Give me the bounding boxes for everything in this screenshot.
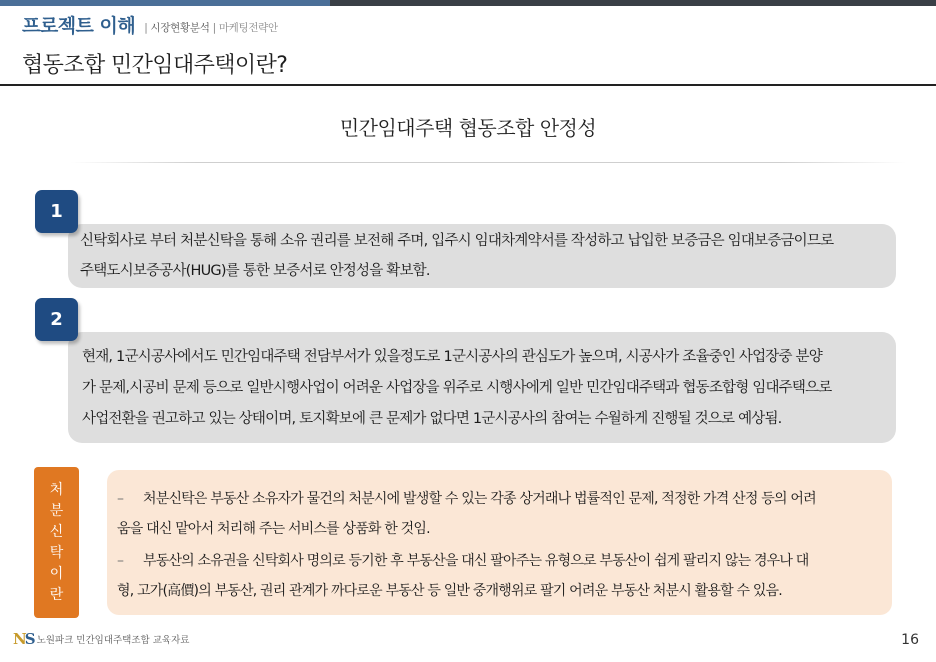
definition-item-2 xyxy=(117,546,892,576)
definition-item-2-cont xyxy=(117,576,892,606)
definition-2-line-1: 부동산의 소유권을 신탁회사 명의로 등기한 후 부동산을 대신 팔아주는 유형으로 부동산이 쉽게 팔리지 않는 경우나 대 xyxy=(143,553,809,569)
number-badge-1: 1 xyxy=(35,190,78,233)
item-box-1 xyxy=(68,224,896,288)
definition-item-1 xyxy=(117,484,892,514)
title-divider xyxy=(0,84,936,86)
page-number: 16 xyxy=(901,632,919,648)
section-heading: 민간임대주택 협동조합 안정성 xyxy=(339,116,597,140)
definition-label-char: 신 xyxy=(49,523,64,540)
definition-label-char: 처 xyxy=(49,481,64,498)
bullet-dash: – xyxy=(117,553,124,569)
project-title: 프로젝트 이해 xyxy=(22,15,136,37)
definition-2-line-2: 형, 고가(高價)의 부동산, 권리 관계가 까다로운 부동산 등 일반 중개행위로 팔기 어려운 부동산 처분시 활용할 수 있음. xyxy=(117,583,782,599)
item-box-2 xyxy=(68,332,896,443)
breadcrumb-separator: | xyxy=(144,22,148,34)
definition-box xyxy=(107,470,892,615)
definition-label-char: 이 xyxy=(49,565,64,582)
bullet-dash: – xyxy=(117,491,124,507)
company-logo xyxy=(13,630,34,648)
definition-label-char: 탁 xyxy=(49,544,64,561)
breadcrumb-item-market: 시장현황분석 xyxy=(150,22,210,34)
definition-label-char: 란 xyxy=(49,586,64,603)
breadcrumb-separator: | xyxy=(212,22,216,34)
logo-letter-n: N xyxy=(13,630,25,648)
footer xyxy=(13,630,189,648)
header xyxy=(22,14,278,38)
breadcrumb-item-marketing: 마케팅전략안 xyxy=(218,22,278,34)
item-1-line-2: 주택도시보증공사(HUG)를 통한 보증서로 안정성을 확보함. xyxy=(80,263,430,279)
item-2-line-1: 현재, 1군시공사에서도 민간임대주택 전담부서가 있을정도로 1군시공사의 관심도가 높으며, 시공사가 조율중인 사업장중 분양 xyxy=(82,349,822,365)
number-badge-2: 2 xyxy=(35,298,78,341)
item-1-line-1: 신탁회사로 부터 처분신탁을 통해 소유 권리를 보전해 주며, 입주시 임대차계약서를 작성하고 납입한 보증금은 임대보증금이므로 xyxy=(80,233,834,249)
definition-item-1-cont xyxy=(117,514,892,544)
definition-label xyxy=(34,467,79,618)
top-strip xyxy=(0,0,936,6)
definition-1-line-2: 움을 대신 맡아서 처리해 주는 서비스를 상품화 한 것임. xyxy=(117,521,430,537)
definition-label-char: 분 xyxy=(49,502,64,519)
logo-letter-s: S xyxy=(24,630,34,648)
page-title: 협동조합 민간임대주택이란? xyxy=(22,53,288,78)
item-2-line-2: 가 문제,시공비 문제 등으로 일반시행사업이 어려운 사업장을 위주로 시행사에게 일반 민간임대주택과 협동조합형 임대주택으로 xyxy=(82,380,832,396)
top-strip-accent xyxy=(0,0,330,6)
item-2-line-3: 사업전환을 권고하고 있는 상태이며, 토지확보에 큰 문제가 없다면 1군시공사의 참여는 수월하게 진행될 것으로 예상됨. xyxy=(82,411,782,427)
definition-1-line-1: 처분신탁은 부동산 소유자가 물건의 처분시에 발생할 수 있는 각종 상거래나 법률적인 문제, 적정한 가격 산정 등의 어려 xyxy=(143,491,816,507)
section-divider xyxy=(70,162,906,163)
header-breadcrumb xyxy=(141,20,278,35)
footer-text: 노원파크 민간임대주택조합 교육자료 xyxy=(36,635,190,646)
